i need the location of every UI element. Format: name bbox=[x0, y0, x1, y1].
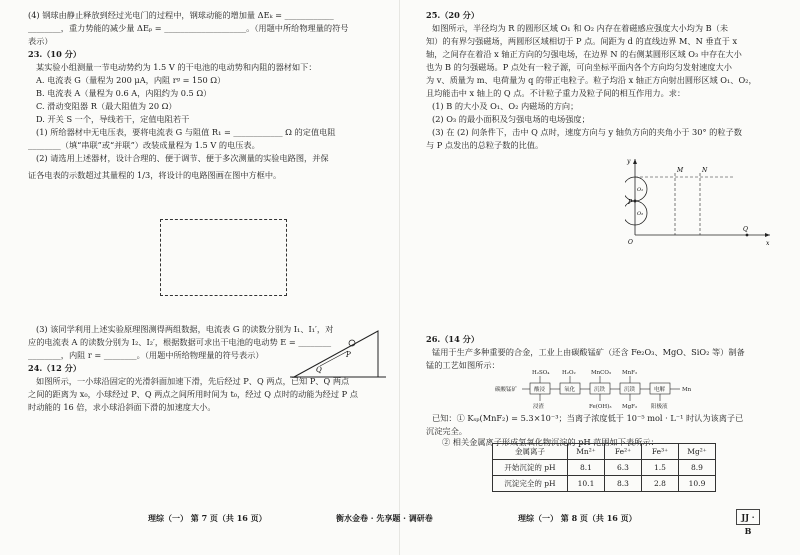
residue-anolyte: 阳极液 bbox=[651, 404, 668, 410]
incline-label-p: P bbox=[346, 351, 351, 359]
q22-line-1: (4) 钢球由静止释放到经过光电门的过程中，钢球动能的增加量 ΔEₖ = ____________ bbox=[28, 10, 334, 20]
q25-heading: 25.（20 分） bbox=[426, 10, 480, 20]
q26-known-1-cont: 沉淀完全。 bbox=[426, 426, 467, 436]
table-cell: 1.5 bbox=[642, 460, 679, 476]
q23-heading: 23.（10 分） bbox=[28, 49, 82, 59]
table-cell: 8.9 bbox=[679, 460, 716, 476]
q22-line-3: 表示） bbox=[28, 36, 53, 46]
center-footer: 衡水金卷 · 先享题 · 调研卷 bbox=[336, 513, 433, 523]
table-header-cell: Mn²⁺ bbox=[568, 444, 605, 460]
point-label-p: P bbox=[628, 199, 633, 206]
circle-label-o2: O₂ bbox=[637, 211, 644, 217]
q25-part2: (2) O₃ 的最小面积及匀强电场的电场强度； bbox=[432, 114, 590, 124]
q26-known-1: 已知：① Kₛₚ(MnF₂) = 5.3×10⁻³；当离子浓度低于 10⁻⁵ mol · L⁻¹ 时认为该离子已 bbox=[432, 413, 744, 423]
table-header-row bbox=[493, 444, 716, 460]
q26-line-1: 锰用于生产多种重要的合金，工业上由碳酸锰矿（还含 Fe₂O₃、MgO、SiO₂ 等）制备 bbox=[432, 347, 745, 357]
table-cell: 6.3 bbox=[605, 460, 642, 476]
q23-item-d: D. 开关 S 一个，导线若干，定值电阻若干 bbox=[36, 114, 190, 124]
q23-part3-line2: 应的电流表 A 的读数分别为 I₂、I₂′，根据数据可求出干电池的电动势 E = ________ bbox=[28, 337, 332, 347]
paper-code-badge: JJ · B bbox=[736, 509, 760, 525]
q25-line-3: 轴，之间存在着沿 x 轴正方向的匀强电场，在边界 N 的右侧某圆形区域 O₃ 中存在大小 bbox=[426, 49, 742, 59]
q25-part3-line1: (3) 在 (2) 问条件下，击中 Q 点时，速度方向与 y 轴负方向的夹角小于 30° 的粒子数 bbox=[432, 127, 742, 137]
incline-figure bbox=[290, 325, 390, 385]
table-row bbox=[493, 460, 716, 476]
flow-step-iron: 沉铁 bbox=[594, 387, 606, 393]
incline-label-q: Q bbox=[316, 366, 322, 374]
flow-step-leach: 酸浸 bbox=[534, 387, 546, 393]
table-cell: 2.8 bbox=[642, 476, 679, 492]
q26-heading: 26.（14 分） bbox=[426, 334, 480, 344]
q25-part3-line2: 与 P 点发出的总粒子数的比值。 bbox=[426, 140, 544, 150]
q25-line-6: 且均能击中 x 轴上的 Q 点。不计粒子重力及粒子间的相互作用力。求： bbox=[426, 88, 686, 98]
q25-line-4: 也为 B 的匀强磁场。P 点处有一粒子源，可向坐标平面内各个方向均匀发射速度大小 bbox=[426, 62, 732, 72]
q26-known-2: ② 相关金属离子形成氢氧化物沉淀的 pH 范围如下表所示： bbox=[442, 437, 659, 447]
reagent-acid: H₂SO₄ bbox=[532, 370, 550, 376]
q23-part2-line1: (2) 请选用上述器材，设计合理的、便于调节、便于多次测量的实验电路图，并保 bbox=[36, 153, 329, 163]
q23-part3-line3: ________，内阻 r = ________。（用题中所给物理量的符号表示） bbox=[28, 350, 264, 360]
q23-part2-line2: 证各电表的示数超过其量程的 1/3，将设计的电路图画在图中方框中。 bbox=[28, 170, 282, 180]
table-header-cell: Mg²⁺ bbox=[679, 444, 716, 460]
table-row bbox=[493, 476, 716, 492]
q23-intro: 某实验小组测量一节电动势约为 1.5 V 的干电池的电动势和内阻的器材如下： bbox=[36, 62, 317, 72]
flow-start: 碳酸锰矿 bbox=[495, 387, 518, 393]
q25-line-5: 为 v、质量为 m、电荷量为 q 的带正电粒子。粒子均沿 x 轴正方向射出圆形区域 O₁、O₂， bbox=[426, 75, 757, 85]
axis-label-x: x bbox=[766, 240, 770, 247]
table-cell: 沉淀完全的 pH bbox=[493, 476, 568, 492]
reagent-mnco3: MnCO₃ bbox=[591, 370, 612, 376]
flow-step-oxidize: 氧化 bbox=[564, 387, 576, 393]
axis-label-y: y bbox=[627, 158, 631, 165]
table-cell: 10.1 bbox=[568, 476, 605, 492]
left-footer: 理综（一） 第 7 页（共 16 页） bbox=[148, 513, 267, 523]
boundary-label-m: M bbox=[677, 167, 684, 174]
circuit-drawing-box bbox=[160, 219, 287, 296]
circle-label-o1: O₁ bbox=[637, 187, 644, 193]
q24-line-1: 如图所示，一小球沿固定的光滑斜面加速下滑，先后经过 P、Q 两点，已知 P、Q 两点 bbox=[36, 376, 350, 386]
q23-part1-line2: ________（填“串联”或“并联”）改装成量程为 1.5 V 的电压表。 bbox=[28, 140, 260, 150]
q24-heading: 24.（12 分） bbox=[28, 363, 82, 373]
q25-part1: (1) B 的大小及 O₁、O₂ 内磁场的方向； bbox=[432, 101, 579, 111]
q24-line-3: 时动能的 16 倍，求小球沿斜面下滑的加速度大小。 bbox=[28, 402, 216, 412]
residue-iron: Fe(OH)₃ bbox=[589, 404, 612, 410]
point-label-q: Q bbox=[743, 226, 748, 233]
table-cell: 10.9 bbox=[679, 476, 716, 492]
boundary-label-n: N bbox=[702, 167, 708, 174]
process-flowchart bbox=[495, 368, 795, 412]
flow-step-magnesium: 沉镁 bbox=[624, 387, 636, 393]
q23-item-c: C. 滑动变阻器 R（最大阻值为 20 Ω） bbox=[36, 101, 177, 111]
origin-label: O bbox=[628, 239, 633, 246]
q22-line-2: ________，重力势能的减少量 ΔEₚ = ____________________。（用题中所给物理量的符号 bbox=[28, 23, 349, 33]
q23-item-a: A. 电流表 G（量程为 200 μA，内阻 rᵍ = 150 Ω） bbox=[36, 75, 226, 85]
reagent-peroxide: H₂O₂ bbox=[562, 370, 576, 376]
table-cell: 开始沉淀的 pH bbox=[493, 460, 568, 476]
q26-line-2: 锰的工艺如图所示： bbox=[426, 360, 500, 370]
residue-leach: 浸渣 bbox=[533, 404, 545, 410]
ph-table bbox=[492, 443, 716, 492]
q23-part1-line1: (1) 所给器材中无电压表，要将电流表 G 与阻值 R₁ = ____________ Ω 的定值电阻 bbox=[36, 127, 336, 137]
flow-step-electrolysis: 电解 bbox=[654, 387, 666, 393]
field-diagram bbox=[625, 155, 775, 250]
q23-item-b: B. 电流表 A（量程为 0.6 A，内阻约为 0.5 Ω） bbox=[36, 88, 212, 98]
flow-product: Mn bbox=[682, 387, 692, 393]
right-footer: 理综（一） 第 8 页（共 16 页） bbox=[518, 513, 637, 523]
q24-line-2: 之间的距离为 x₀，小球经过 P、Q 两点之间所用时间为 t₀，经过 Q 点时的动能为经过 P 点 bbox=[28, 389, 358, 399]
residue-magnesium: MgF₂ bbox=[622, 404, 638, 410]
reagent-mnf2: MnF₂ bbox=[622, 370, 638, 376]
table-cell: 8.3 bbox=[605, 476, 642, 492]
q25-line-1: 如图所示，半径均为 R 的圆形区域 O₁ 和 O₂ 内存在着磁感应强度大小均为 B（未 bbox=[432, 23, 729, 33]
q23-part3-line1: (3) 该同学利用上述实验原理图测得两组数据，电流表 G 的读数分别为 I₁、I₁′，对 bbox=[36, 324, 334, 334]
table-header-cell: Fe²⁺ bbox=[605, 444, 642, 460]
table-cell: 8.1 bbox=[568, 460, 605, 476]
q25-line-2: 知）的有界匀强磁场，两圆形区域相切于 P 点。间距为 d 的直线边界 M、N 垂直于 x bbox=[426, 36, 738, 46]
table-header-cell: Fe³⁺ bbox=[642, 444, 679, 460]
table-header-cell: 金属离子 bbox=[493, 444, 568, 460]
